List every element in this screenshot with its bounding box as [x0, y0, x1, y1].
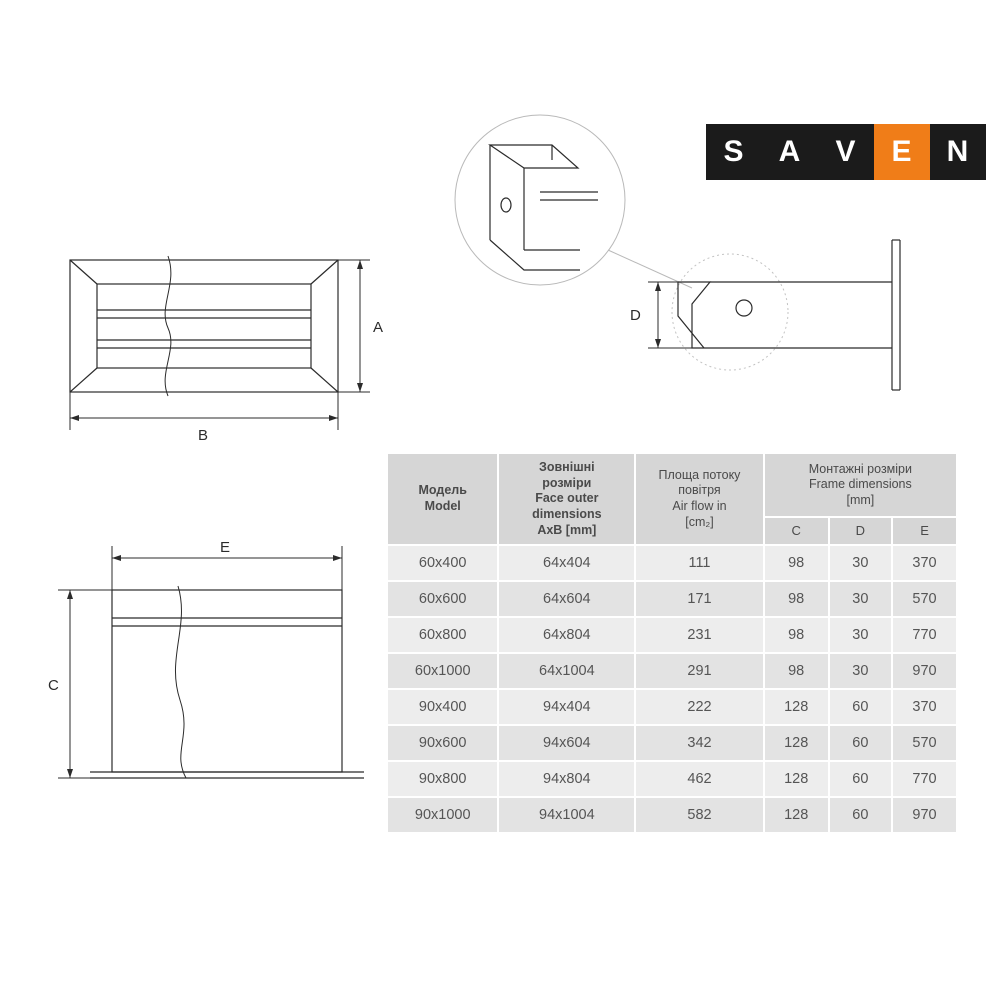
cell-e: 370 [892, 545, 957, 581]
dimension-label-c: C [48, 677, 59, 694]
cell-outer: 94x404 [498, 689, 635, 725]
header-outer-en-1: Face outer [535, 491, 599, 506]
cell-flow: 291 [635, 653, 763, 689]
table-row [387, 725, 957, 761]
table-row [387, 653, 957, 689]
header-model [387, 453, 498, 545]
cell-model: 90x1000 [387, 797, 498, 833]
table-row [387, 797, 957, 833]
cell-outer: 64x1004 [498, 653, 635, 689]
cell-model: 60x800 [387, 617, 498, 653]
header-air-flow [635, 453, 763, 545]
table-header-row-main [387, 453, 957, 517]
cell-d: 60 [829, 797, 892, 833]
cell-flow: 231 [635, 617, 763, 653]
cell-d: 30 [829, 653, 892, 689]
cell-e: 370 [892, 689, 957, 725]
dimension-label-e: E [220, 539, 231, 556]
dimension-label-a: A [373, 319, 384, 336]
header-outer-uk-2: розміри [542, 475, 592, 490]
cell-model: 60x1000 [387, 653, 498, 689]
dimension-label-b: B [198, 427, 209, 444]
header-flow-uk-1: Площа потоку [658, 467, 741, 482]
header-model-en: Model [424, 499, 461, 514]
cell-outer: 94x604 [498, 725, 635, 761]
cell-d: 30 [829, 581, 892, 617]
cell-model: 90x400 [387, 689, 498, 725]
cell-flow: 222 [635, 689, 763, 725]
header-flow-units: [cm₂] [685, 514, 714, 529]
logo-letter-n: N [930, 124, 986, 180]
header-outer-units: AxB [mm] [537, 522, 597, 537]
header-frame-e: E [892, 517, 957, 545]
dimension-label-d: D [630, 307, 641, 324]
logo-letter-v: V [818, 124, 874, 180]
table-row [387, 545, 957, 581]
cell-e: 770 [892, 761, 957, 797]
cell-c: 98 [764, 617, 829, 653]
cell-c: 98 [764, 581, 829, 617]
header-outer-dimensions [498, 453, 635, 545]
cell-c: 128 [764, 797, 829, 833]
cell-e: 970 [892, 797, 957, 833]
cell-c: 98 [764, 653, 829, 689]
cell-flow: 342 [635, 725, 763, 761]
cell-d: 60 [829, 689, 892, 725]
cell-model: 90x800 [387, 761, 498, 797]
header-model-uk: Модель [418, 483, 467, 498]
header-flow-uk-2: повітря [678, 483, 721, 498]
logo-letter-s: S [706, 124, 762, 180]
header-flow-en: Air flow in [672, 499, 727, 514]
cell-e: 570 [892, 581, 957, 617]
cell-d: 30 [829, 545, 892, 581]
cell-c: 128 [764, 725, 829, 761]
header-frame-uk: Монтажні розміри [808, 461, 912, 476]
cell-flow: 462 [635, 761, 763, 797]
cell-outer: 64x404 [498, 545, 635, 581]
cell-e: 570 [892, 725, 957, 761]
logo-letter-e: E [874, 124, 930, 180]
table-head [387, 453, 957, 545]
table-body [387, 545, 957, 833]
cell-d: 60 [829, 761, 892, 797]
cell-c: 98 [764, 545, 829, 581]
table-row [387, 581, 957, 617]
cell-outer: 94x804 [498, 761, 635, 797]
detail-blade-drawing [430, 100, 970, 400]
cell-c: 128 [764, 689, 829, 725]
cell-outer: 94x1004 [498, 797, 635, 833]
cell-outer: 64x804 [498, 617, 635, 653]
cell-model: 90x600 [387, 725, 498, 761]
table-row [387, 689, 957, 725]
table-row [387, 617, 957, 653]
header-frame-c: C [764, 517, 829, 545]
header-frame-d: D [829, 517, 892, 545]
cell-e: 770 [892, 617, 957, 653]
cell-c: 128 [764, 761, 829, 797]
header-frame-units: [mm] [846, 492, 875, 507]
cell-flow: 111 [635, 545, 763, 581]
cell-model: 60x400 [387, 545, 498, 581]
header-frame-en: Frame dimensions [808, 477, 912, 492]
cell-model: 60x600 [387, 581, 498, 617]
logo-letter-a: A [762, 124, 818, 180]
header-frame-dimensions [764, 453, 957, 517]
cell-d: 60 [829, 725, 892, 761]
side-view-drawing [40, 530, 380, 800]
specification-table [386, 452, 958, 834]
header-outer-uk-1: Зовнішні [539, 460, 595, 474]
cell-outer: 64x604 [498, 581, 635, 617]
front-view-drawing [40, 240, 400, 450]
cell-e: 970 [892, 653, 957, 689]
header-outer-en-2: dimensions [532, 506, 602, 521]
table-row [387, 761, 957, 797]
cell-flow: 171 [635, 581, 763, 617]
cell-d: 30 [829, 617, 892, 653]
cell-flow: 582 [635, 797, 763, 833]
